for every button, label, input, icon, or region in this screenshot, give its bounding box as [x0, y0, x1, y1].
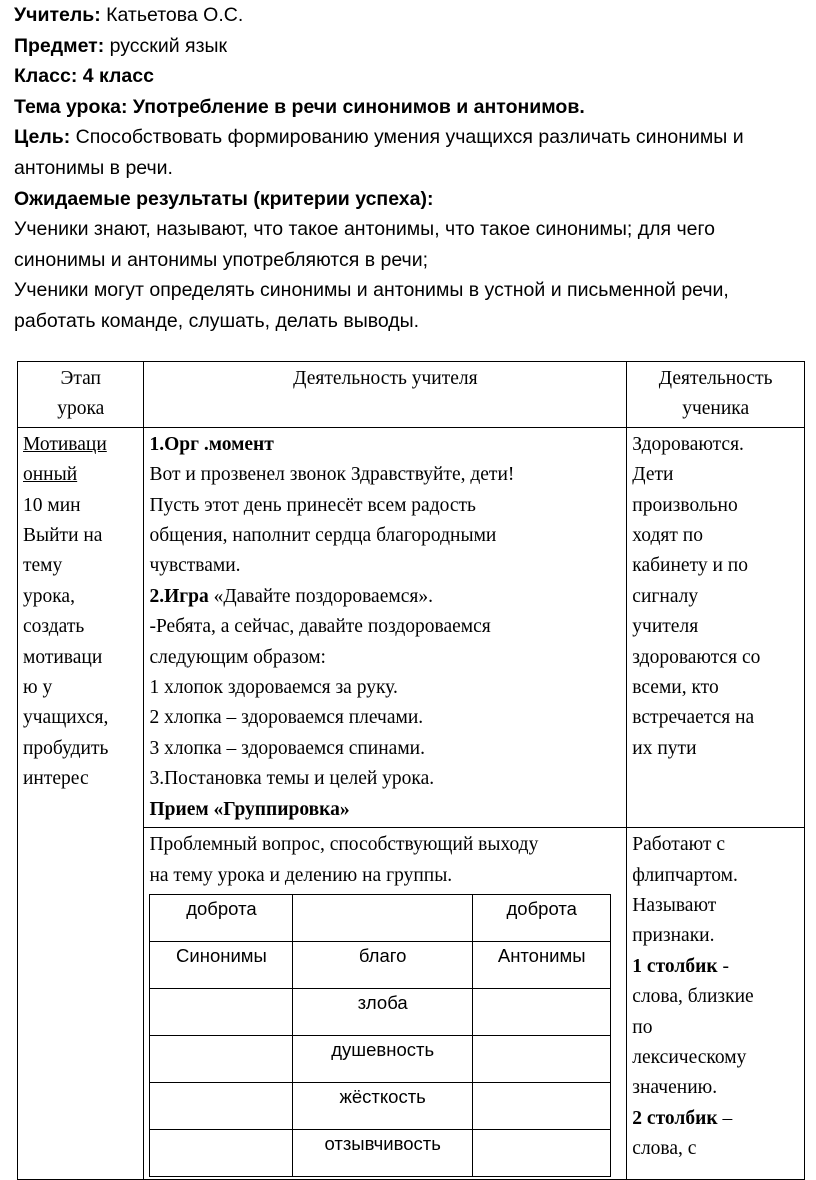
expected-line-1: Ученики знают, называют, что такое антонимы, что такое синонимы; для чего	[14, 218, 716, 241]
header-teacher-activity: Деятельность учителя	[144, 362, 627, 428]
grouping-row: душевность	[150, 1035, 611, 1082]
teacher-activity-cell: 1.Орг .момент Вот и прозвенел звонок Здравствуйте, дети! Пусть этот день принесёт всем радость общения, наполнит сердца благородными чувствами. 2.Игра «Давайте поздороваемся». -Ребята, а сейчас, давайте поздороваемся следующим образом: 1 хлопок здороваемся за руку. 2 хлопка – здороваемся плечами. 3 хлопка – здороваемся спинами. 3.Постановка темы и целей урока. Прием «Группировка»	[144, 427, 627, 827]
student-activity-cell: Работают с флипчартом. Называют признаки. 1 столбик - слова, близкие по лексическому значению. 2 столбик – слова, с	[627, 828, 805, 1180]
header-student-activity: Деятельность ученика	[627, 362, 805, 428]
student-activity-cell: Здороваются. Дети произвольно ходят по кабинету и по сигналу учителя здороваются со всеми, кто встречается на их пути	[627, 427, 805, 827]
class-line: Класс: 4 класс	[14, 65, 154, 88]
table-header-row	[18, 362, 805, 428]
grouping-row: злоба	[150, 988, 611, 1035]
goal-line	[14, 122, 804, 153]
expected-line-3: Ученики могут определять синонимы и антонимы в устной и письменной речи,	[14, 279, 729, 302]
goal-label: Цель:	[14, 126, 71, 149]
expected-line-2: синонимы и антонимы употребляются в речи;	[14, 248, 429, 271]
table-row	[18, 427, 805, 827]
grouping-row: жёсткость	[150, 1082, 611, 1129]
header-stage: Этап урока	[18, 362, 144, 428]
teacher-value: Катьетова О.С.	[106, 4, 244, 26]
goal-text: Способствовать формированию умения учащихся различать синонимы и	[75, 126, 744, 149]
teacher-label: Учитель:	[14, 4, 101, 26]
lesson-plan-table	[17, 361, 805, 1180]
goal-line-2: антонимы в речи.	[14, 156, 173, 179]
lesson-header	[14, 0, 804, 337]
grouping-row: отзывчивость	[150, 1129, 611, 1176]
teacher-line	[14, 0, 804, 31]
grouping-table	[149, 894, 611, 1177]
expected-line-4: работать команде, слушать, делать выводы.	[14, 309, 420, 332]
expected-results-title: Ожидаемые результаты (критерии успеха):	[14, 187, 434, 210]
teacher-activity-cell: Проблемный вопрос, способствующий выходу на тему урока и делению на группы. доброта доброта Синонимы благо Антонимы злоба душевность жёсткость отзывчивость	[144, 828, 627, 1180]
subject-line	[14, 31, 804, 62]
stage-cell: Мотиваци онный 10 мин Выйти на тему урока, создать мотиваци ю у учащихся, пробудить интерес	[18, 427, 144, 1179]
subject-label: Предмет:	[14, 34, 105, 57]
topic-line: Тема урока: Употребление в речи синонимов и антонимов.	[14, 95, 585, 118]
grouping-row: Синонимы благо Антонимы	[150, 941, 611, 988]
grouping-row: доброта доброта	[150, 894, 611, 941]
subject-value: русский язык	[109, 34, 228, 57]
